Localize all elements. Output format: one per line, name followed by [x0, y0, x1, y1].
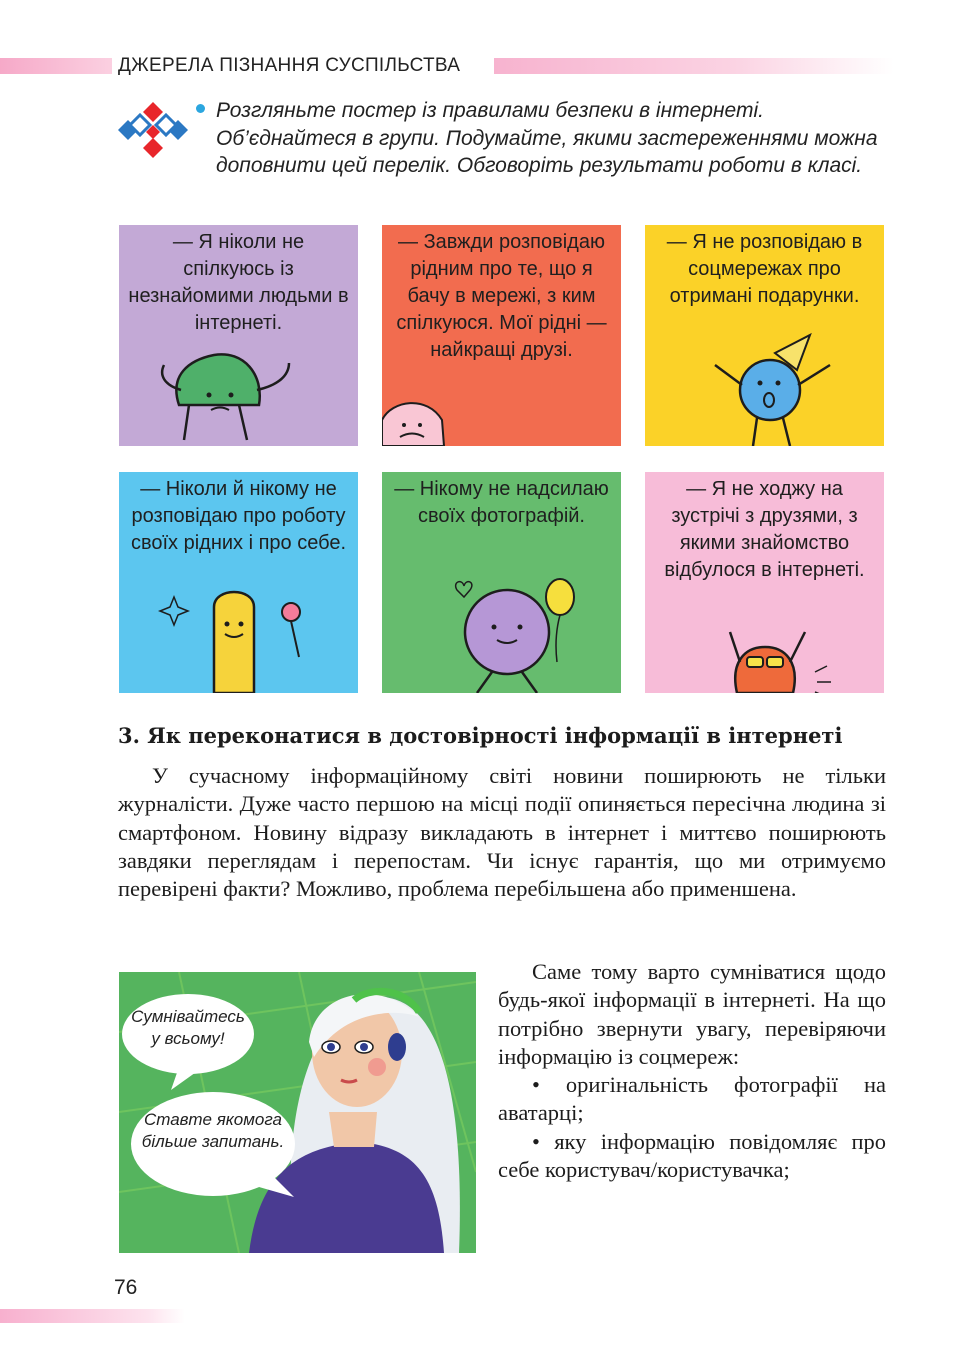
card-text: — Я не розповідаю в соцмережах про отримані подарунки. — [666, 231, 863, 307]
task-bullet — [196, 104, 205, 113]
page-number: 76 — [114, 1276, 138, 1299]
header-decor-left — [0, 58, 112, 74]
section-paragraph: У сучасному інформаційному світі новини поширюють не тільки журналісти. Дуже часто першою на місці події опиняється пересічна людина зі смартфоном. Новину відразу викладають в інтернет і миттєво поширюють завдяки переглядам і перепостам. Чи існує гарантія, що ми отримуємо перевірені факти? Можливо, проблема перебільшена або применшена. — [118, 763, 886, 902]
poster-card-meetings — [645, 472, 884, 693]
girl-with-headphones-illustration — [119, 972, 476, 1253]
right-column-text — [498, 958, 886, 1184]
section-title: 3. Як переконатися в достовірності інформації в інтернеті — [118, 723, 843, 748]
poster-card-photos — [382, 472, 621, 693]
poster-card-family-work — [119, 472, 358, 693]
bullet-item: • яку інформацію повідомляє про себе користувач/користувачка; — [498, 1128, 886, 1183]
yellow-finger-character-icon — [119, 472, 358, 693]
card-text: — Завжди розповідаю рідним про те, що я бачу в мережі, з ким спілкуюся. Мої рідні — найкращі друзі. — [396, 231, 607, 361]
card-text: — Нікому не надсилаю своїх фотографій. — [394, 478, 609, 527]
right-column-intro: Саме тому варто сумніватися щодо будь-якої інформації в інтернеті. На що потрібно звернути увагу, перевіряючи інформацію із соцмереж: — [498, 959, 886, 1069]
header-decor-right — [494, 58, 894, 74]
footer-decor — [0, 1309, 185, 1323]
green-blob-character-icon — [119, 225, 358, 446]
blue-ball-party-character-icon — [645, 225, 884, 446]
running-header: ДЖЕРЕЛА ПІЗНАННЯ СУСПІЛЬСТВА — [118, 55, 461, 76]
card-text: — Ніколи й нікому не розповідаю про роботу своїх рідних і про себе. — [130, 478, 347, 554]
poster-card-strangers — [119, 225, 358, 446]
poster-card-gifts — [645, 225, 884, 446]
orange-sunglasses-character-icon — [645, 472, 884, 693]
speech-bubble-questions: Ставте якомога більше запитань. — [141, 1110, 285, 1151]
speech-bubble-doubt: Сумнівайтесь у всьому! — [131, 1007, 245, 1048]
task-text: Розгляньте постер із правилами безпеки в інтернеті. Об’єднайтеся в групи. Подумайте, якими застереженнями можна доповнити цей перелік. Обговоріть результати роботи в класі. — [216, 99, 878, 177]
diamond-task-icon — [118, 100, 188, 160]
purple-ball-balloon-character-icon — [382, 472, 621, 693]
poster-card-tell-family — [382, 225, 621, 446]
card-text: — Я ніколи не спілкуюсь із незнайомими людьми в інтернеті. — [128, 231, 349, 334]
card-text: — Я не ходжу на зустрічі з друзями, з якими знайомство відбулося в інтернеті. — [664, 478, 865, 581]
bullet-item: • оригінальність фотографії на аватарці; — [498, 1072, 886, 1126]
pink-face-character-icon — [382, 225, 621, 446]
